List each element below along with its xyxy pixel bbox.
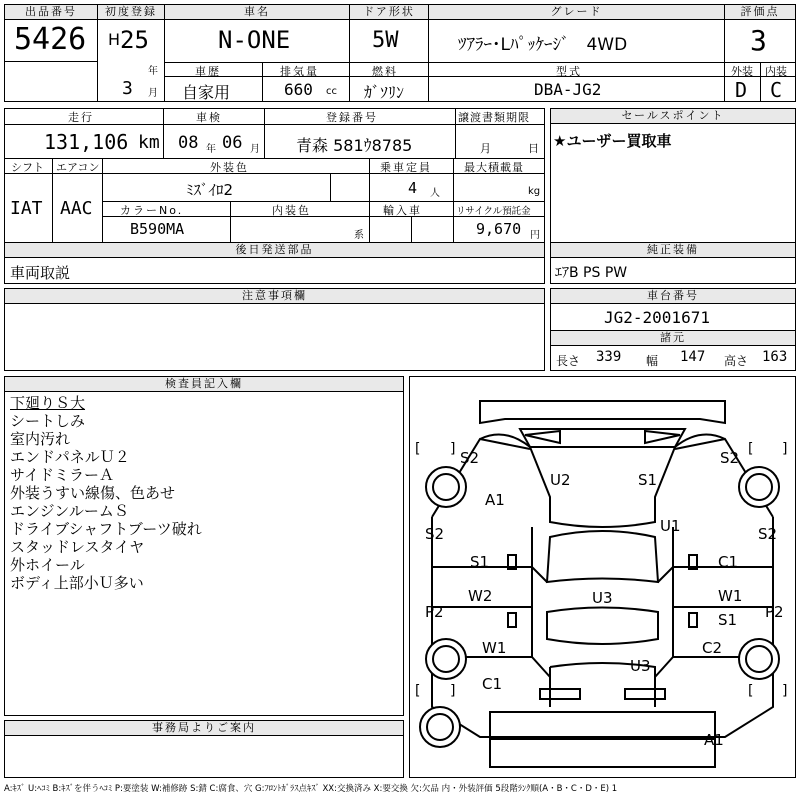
later-parts-label: 後日発送部品	[5, 243, 544, 257]
grade: ﾂｱﾗｰ･Lﾊﾟｯｹｰｼﾞ 4WD	[458, 35, 628, 55]
reg-month-unit: 月	[148, 88, 158, 99]
mileage-label: 走行	[68, 111, 94, 124]
inspector-line: 外ホイール	[10, 556, 85, 574]
color: ﾐｽﾞｲﾛ2	[186, 181, 234, 199]
chassis-label: 車台番号	[551, 289, 795, 304]
inspector-line: 下廻りＳ大	[10, 394, 86, 412]
insp-month-unit: 月	[250, 144, 260, 155]
era: H	[108, 30, 121, 49]
inspector-line: ドライブシャフトブーツ破れ	[10, 520, 202, 538]
hgt-label: 高さ	[724, 354, 749, 368]
damage-diagram	[409, 376, 796, 778]
equip: ｴｱB PS PW	[555, 265, 628, 281]
import-label: 輸入車	[383, 204, 422, 217]
diagram-bracket: [	[415, 683, 421, 699]
damage-mark: W1	[718, 587, 743, 605]
capacity-unit: 人	[430, 188, 440, 199]
wid: 147	[680, 349, 706, 365]
damage-mark: S1	[638, 471, 658, 489]
reg-month: 3	[122, 78, 133, 99]
grade-label: グレード	[429, 5, 724, 20]
car-outline	[410, 377, 795, 777]
plate-label: 登録番号	[326, 111, 378, 124]
notes-label: 注意事項欄	[5, 289, 544, 304]
damage-mark: S2	[758, 525, 778, 543]
damage-mark: U2	[550, 471, 571, 489]
diagram-bracket: ]	[782, 683, 788, 699]
damage-mark: S2	[460, 449, 480, 467]
car-name: N-ONE	[218, 26, 291, 54]
chassis-number: JG2-2001671	[604, 308, 710, 327]
ac-label: エアコン	[56, 161, 100, 174]
mileage-unit: km	[138, 132, 160, 153]
inspector-line: サイドミラーＡ	[10, 466, 114, 484]
sales-point: ★ユーザー買取車	[553, 132, 672, 150]
ac: AAC	[60, 198, 93, 219]
displacement-unit: cc	[326, 86, 337, 97]
recycle: 9,670	[476, 220, 522, 238]
intcolor-label: 内装色	[272, 204, 311, 217]
inspector-line: エンジンルームＳ	[10, 502, 129, 520]
fuel-label: 燃料	[372, 65, 398, 78]
name-label: 車名	[165, 5, 349, 20]
shift-label: シフト	[11, 161, 44, 174]
color-label: 外装色	[210, 161, 249, 174]
colorno-label: カラーNo.	[120, 204, 184, 217]
intcolor-unit: 系	[354, 230, 364, 241]
damage-mark: S2	[425, 525, 445, 543]
insp-year-unit: 年	[206, 144, 216, 155]
inspector-line: シートしみ	[10, 412, 86, 430]
mileage: 131,106	[44, 130, 129, 154]
damage-mark: U3	[592, 589, 613, 607]
insp-year: 08	[178, 133, 199, 153]
inspector-line: ボディ上部小Ｕ多い	[10, 574, 144, 592]
inspector-label: 検査員記入欄	[5, 377, 403, 392]
damage-mark: S1	[718, 611, 738, 629]
equip-label: 純正装備	[551, 243, 795, 258]
inspector-line: エンドパネルＵ２	[10, 448, 130, 466]
ext-label: 外装	[731, 65, 753, 78]
legend: A:ｷｽﾞ U:ﾍｺﾐ B:ｷｽﾞを伴うﾍｺﾐ P:要塗装 W:補修跡 S:錆 C:腐食、穴 G:ﾌﾛﾝﾄｶﾞﾗｽ点ｷｽﾞ XX:交換済み X:要交換 欠:欠品 内・外装評価 5段階ﾗﾝｸ順(A・B・C・D・E) 1	[4, 784, 618, 794]
damage-mark: P2	[425, 603, 444, 621]
ext-grade: D	[735, 78, 748, 102]
plate: 青森 581ｳ8785	[296, 136, 413, 155]
displacement-label: 排気量	[280, 65, 319, 78]
lot-number: 5426	[14, 22, 87, 57]
wid-label: 幅	[646, 354, 659, 368]
capacity: 4	[408, 179, 418, 197]
hgt: 163	[762, 349, 788, 365]
reg-year: 25	[120, 26, 149, 54]
transfer-label: 譲渡書類期限	[458, 111, 530, 124]
history-label: 車歴	[195, 65, 221, 78]
door-label: ドア形状	[350, 5, 428, 20]
model-label: 型式	[556, 65, 582, 78]
first-reg-label: 初度登録	[98, 5, 164, 20]
reg-year-unit: 年	[148, 66, 158, 77]
damage-mark: W1	[482, 639, 507, 657]
inspection-label: 車検	[196, 111, 222, 124]
damage-mark: S1	[470, 553, 490, 571]
later-parts: 車両取説	[10, 264, 71, 282]
model: DBA-JG2	[534, 80, 602, 99]
damage-mark: U3	[630, 657, 651, 675]
diagram-bracket: ]	[782, 441, 788, 457]
shift: IAT	[10, 198, 43, 219]
len-label: 長さ	[556, 354, 581, 368]
diagram-bracket: ]	[450, 441, 456, 457]
history: 自家用	[182, 83, 231, 102]
damage-marks	[425, 449, 784, 749]
transfer-month: 月	[480, 142, 491, 155]
damage-mark: C1	[718, 553, 739, 571]
score-label: 評価点	[725, 5, 795, 20]
capacity-label: 乗車定員	[380, 161, 432, 174]
inspector-line: スタッドレスタイヤ	[10, 538, 145, 556]
transfer-day: 日	[528, 142, 539, 155]
inspector-lines	[10, 394, 202, 592]
lot-label: 出品番号	[5, 5, 97, 20]
dims-label: 諸元	[551, 331, 795, 346]
diagram-bracket: [	[748, 683, 754, 699]
damage-mark: P2	[765, 603, 784, 621]
damage-mark: S2	[720, 449, 740, 467]
insp-month: 06	[222, 133, 243, 153]
diagram-bracket: ]	[450, 683, 456, 699]
displacement: 660	[284, 80, 313, 99]
fuel: ｶﾞｿﾘﾝ	[364, 83, 405, 102]
recycle-label: リサイクル預託金	[456, 206, 531, 217]
int-label: 内装	[765, 65, 787, 78]
diagram-bracket: [	[748, 441, 754, 457]
maxload-unit: kg	[528, 186, 541, 197]
damage-mark: A1	[485, 491, 505, 509]
score: 3	[750, 24, 767, 57]
damage-mark: W2	[468, 587, 493, 605]
damage-mark: A1	[704, 731, 724, 749]
maxload-label: 最大積載量	[464, 161, 524, 174]
diagram-bracket: [	[415, 441, 421, 457]
damage-mark: C1	[482, 675, 503, 693]
recycle-unit: 円	[530, 230, 540, 241]
damage-mark: C2	[702, 639, 723, 657]
int-grade: C	[770, 78, 783, 102]
sales-label: セールスポイント	[551, 109, 795, 124]
door-type: 5W	[372, 28, 399, 53]
office-label: 事務局よりご案内	[5, 721, 403, 736]
inspector-line: 外装うすい線傷、色あせ	[10, 484, 176, 502]
colorno: B590MA	[130, 220, 185, 238]
len: 339	[596, 349, 622, 365]
inspector-line: 室内汚れ	[10, 430, 71, 448]
damage-mark: U1	[660, 517, 681, 535]
